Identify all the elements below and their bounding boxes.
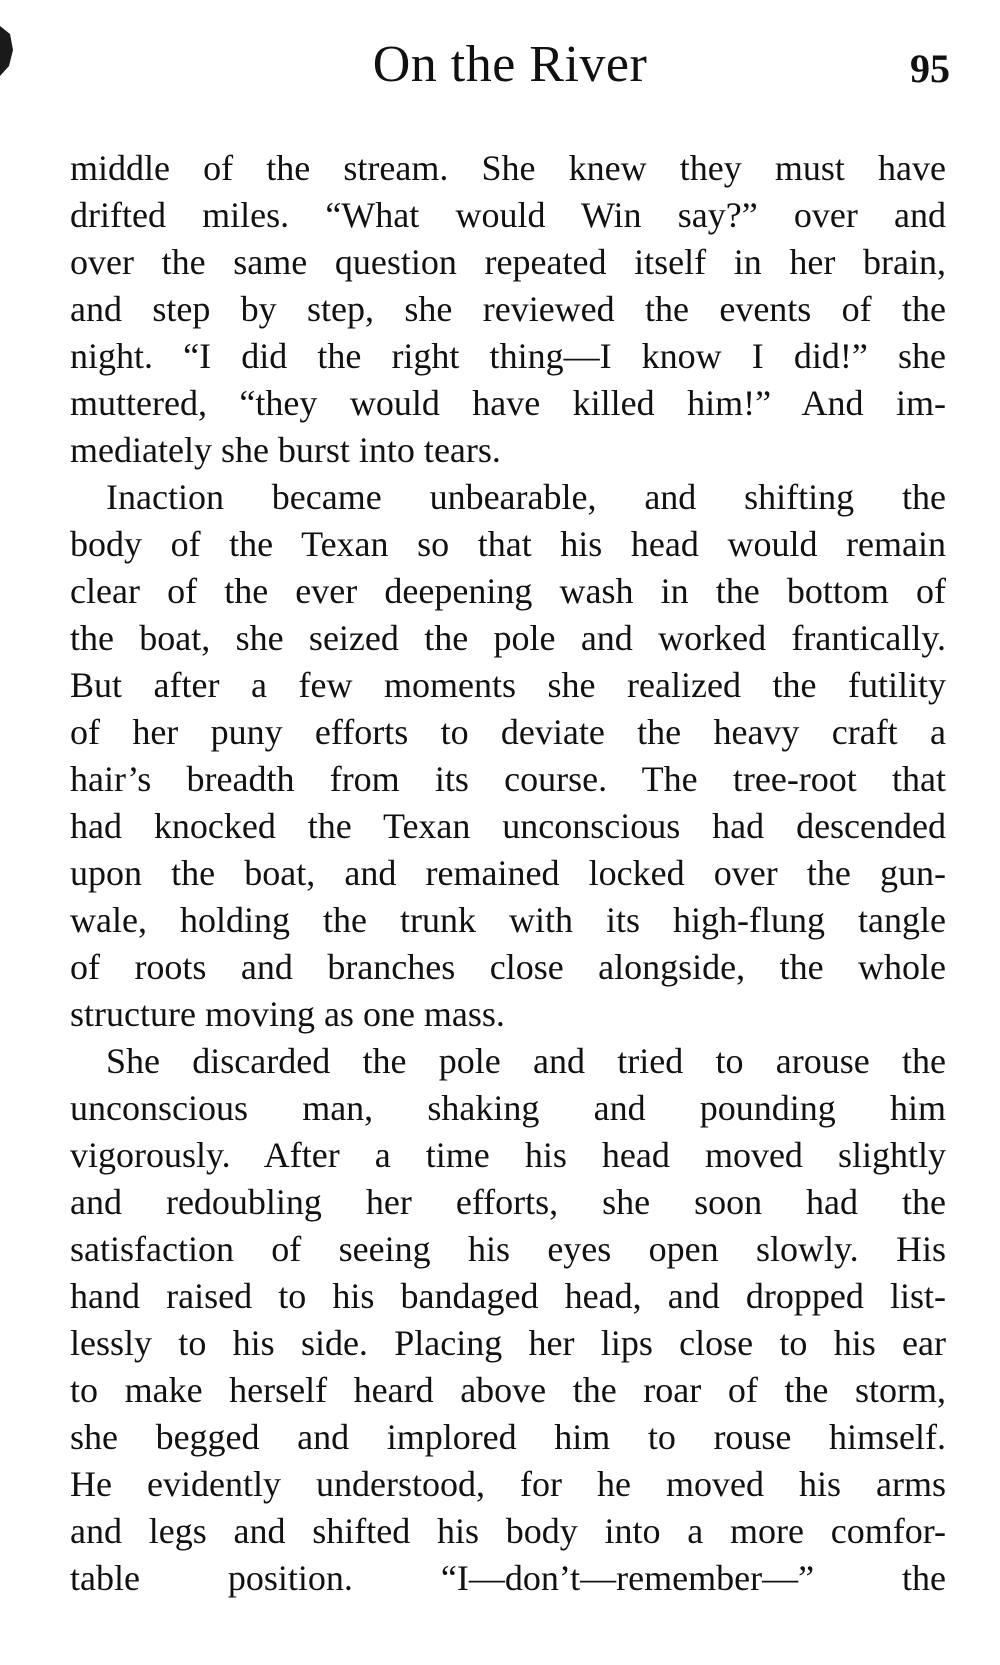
text-line: and step by step, she reviewed the events of the bbox=[70, 289, 946, 329]
text-line: hand raised to his bandaged head, and dropped list- bbox=[70, 1276, 946, 1316]
binding-edge-mark bbox=[0, 20, 22, 80]
text-line: over the same question repeated itself in her brain, bbox=[70, 242, 946, 282]
text-line: But after a few moments she realized the futility bbox=[70, 665, 946, 705]
text-line: upon the boat, and remained locked over the gun- bbox=[70, 853, 946, 893]
text-line: drifted miles. “What would Win say?” over and bbox=[70, 195, 946, 235]
text-line: she begged and implored him to rouse himself. bbox=[70, 1417, 946, 1457]
text-line: of her puny efforts to deviate the heavy craft a bbox=[70, 712, 946, 752]
text-line: vigorously. After a time his head moved slightly bbox=[70, 1135, 946, 1175]
text-line: mediately she burst into tears. bbox=[70, 430, 501, 470]
text-line: body of the Texan so that his head would remain bbox=[70, 524, 946, 564]
paragraph bbox=[70, 1038, 946, 1602]
text-line: night. “I did the right thing—I know I did!” she bbox=[70, 336, 946, 376]
text-line: clear of the ever deepening wash in the bottom of bbox=[70, 571, 946, 611]
text-line: lessly to his side. Placing her lips close to his ear bbox=[70, 1323, 946, 1363]
text-line: Inaction became unbearable, and shifting the bbox=[106, 477, 946, 517]
text-line: satisfaction of seeing his eyes open slowly. His bbox=[70, 1229, 946, 1269]
text-line: had knocked the Texan unconscious had descended bbox=[70, 806, 946, 846]
paragraph bbox=[70, 474, 946, 1038]
page-header bbox=[70, 30, 950, 100]
text-line: and redoubling her efforts, she soon had the bbox=[70, 1182, 946, 1222]
running-title: On the River bbox=[372, 36, 648, 93]
text-line: unconscious man, shaking and pounding him bbox=[70, 1088, 946, 1128]
text-line: wale, holding the trunk with its high-flung tangle bbox=[70, 900, 946, 940]
text-line: table position. “I—don’t—remember—” the bbox=[70, 1558, 946, 1598]
text-line: middle of the stream. She knew they must have bbox=[70, 148, 946, 188]
text-line: the boat, she seized the pole and worked frantically. bbox=[70, 618, 946, 658]
text-line: of roots and branches close alongside, the whole bbox=[70, 947, 946, 987]
text-line: He evidently understood, for he moved his arms bbox=[70, 1464, 946, 1504]
text-line: muttered, “they would have killed him!” And im- bbox=[70, 383, 946, 423]
text-line: and legs and shifted his body into a more comfor- bbox=[70, 1511, 946, 1551]
paragraph bbox=[70, 145, 946, 474]
text-line: She discarded the pole and tried to arouse the bbox=[106, 1041, 946, 1081]
body-text bbox=[70, 145, 946, 1602]
page-number: 95 bbox=[910, 46, 950, 91]
text-line: to make herself heard above the roar of the storm, bbox=[70, 1370, 946, 1410]
text-line: hair’s breadth from its course. The tree-root that bbox=[70, 759, 946, 799]
text-line: structure moving as one mass. bbox=[70, 994, 505, 1034]
